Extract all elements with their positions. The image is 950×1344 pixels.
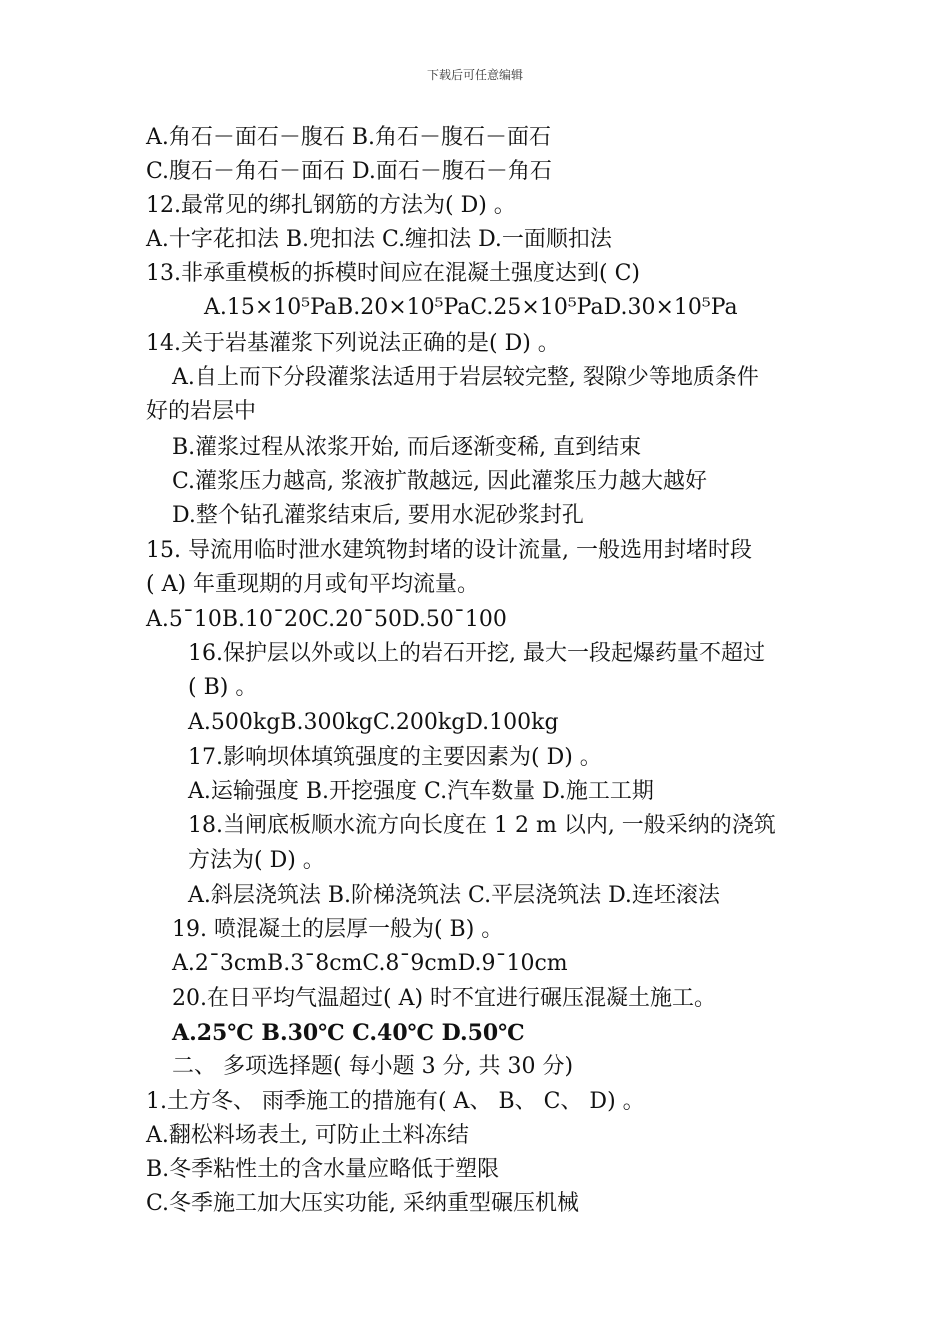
text-line: A.运输强度 B.开挖强度 C.汽车数量 D.施工工期 <box>188 779 654 804</box>
text-line: A.自上而下分段灌浆法适用于岩层较完整, 裂隙少等地质条件 <box>172 365 759 390</box>
text-line: 13.非承重模板的拆模时间应在混凝土强度达到( C) <box>146 261 640 286</box>
text-line: A.2¯3cmB.3¯8cmC.8¯9cmD.9¯10cm <box>172 951 568 976</box>
text-line: A.角石－面石－腹石 B.角石－腹石－面石 <box>146 125 552 150</box>
text-line: 17.影响坝体填筑强度的主要因素为( D) 。 <box>188 745 602 770</box>
text-line: 好的岩层中 <box>146 399 257 424</box>
text-line: A.翻松料场表土, 可防止土料冻结 <box>146 1123 469 1148</box>
text-line: C.腹石－角石－面石 D.面石－腹石－角石 <box>146 159 552 184</box>
text-line: 方法为( D) 。 <box>188 848 325 873</box>
text-line: 12.最常见的绑扎钢筋的方法为( D) 。 <box>146 193 516 218</box>
text-line: A.十字花扣法 B.兜扣法 C.缠扣法 D.一面顺扣法 <box>146 227 612 252</box>
text-line: 1.土方冬、 雨季施工的措施有( A、 B、 C、 D) 。 <box>146 1089 645 1114</box>
text-line: ( A) 年重现期的月或旬平均流量。 <box>146 572 480 597</box>
text-line: 16.保护层以外或以上的岩石开挖, 最大一段起爆药量不超过 <box>188 641 765 666</box>
text-line: 20.在日平均气温超过( A) 时不宜进行碾压混凝土施工。 <box>172 986 717 1011</box>
text-line: C.冬季施工加大压实功能, 采纳重型碾压机械 <box>146 1191 580 1216</box>
text-line: A.15×10⁵PaB.20×10⁵PaC.25×10⁵PaD.30×10⁵Pa <box>204 295 738 320</box>
text-line: ( B) 。 <box>188 675 258 700</box>
text-line: 18.当闸底板顺水流方向长度在 1 2 m 以内, 一般采纳的浇筑 <box>188 813 776 838</box>
text-line: C.灌浆压力越高, 浆液扩散越远, 因此灌浆压力越大越好 <box>172 469 708 494</box>
text-line: A.5¯10B.10¯20C.20¯50D.50¯100 <box>146 607 507 632</box>
page-header: 下载后可任意编辑 <box>426 68 523 82</box>
text-line: 14.关于岩基灌浆下列说法正确的是( D) 。 <box>146 331 560 356</box>
text-line: D.整个钻孔灌浆结束后, 要用水泥砂浆封孔 <box>172 503 584 528</box>
text-line: B.冬季粘性土的含水量应略低于塑限 <box>146 1157 500 1182</box>
section-heading: 二、 多项选择题( 每小题 3 分, 共 30 分) <box>172 1054 574 1079</box>
text-line: A.斜层浇筑法 B.阶梯浇筑法 C.平层浇筑法 D.连坯滚法 <box>188 883 720 908</box>
text-line: 19. 喷混凝土的层厚一般为( B) 。 <box>172 917 504 942</box>
text-line: A.25℃ B.30℃ C.40℃ D.50℃ <box>172 1020 525 1046</box>
text-line: B.灌浆过程从浓浆开始, 而后逐渐变稀, 直到结束 <box>172 435 642 460</box>
text-line: 15. 导流用临时泄水建筑物封堵的设计流量, 一般选用封堵时段 <box>146 538 752 563</box>
text-line: A.500kgB.300kgC.200kgD.100kg <box>188 710 559 735</box>
